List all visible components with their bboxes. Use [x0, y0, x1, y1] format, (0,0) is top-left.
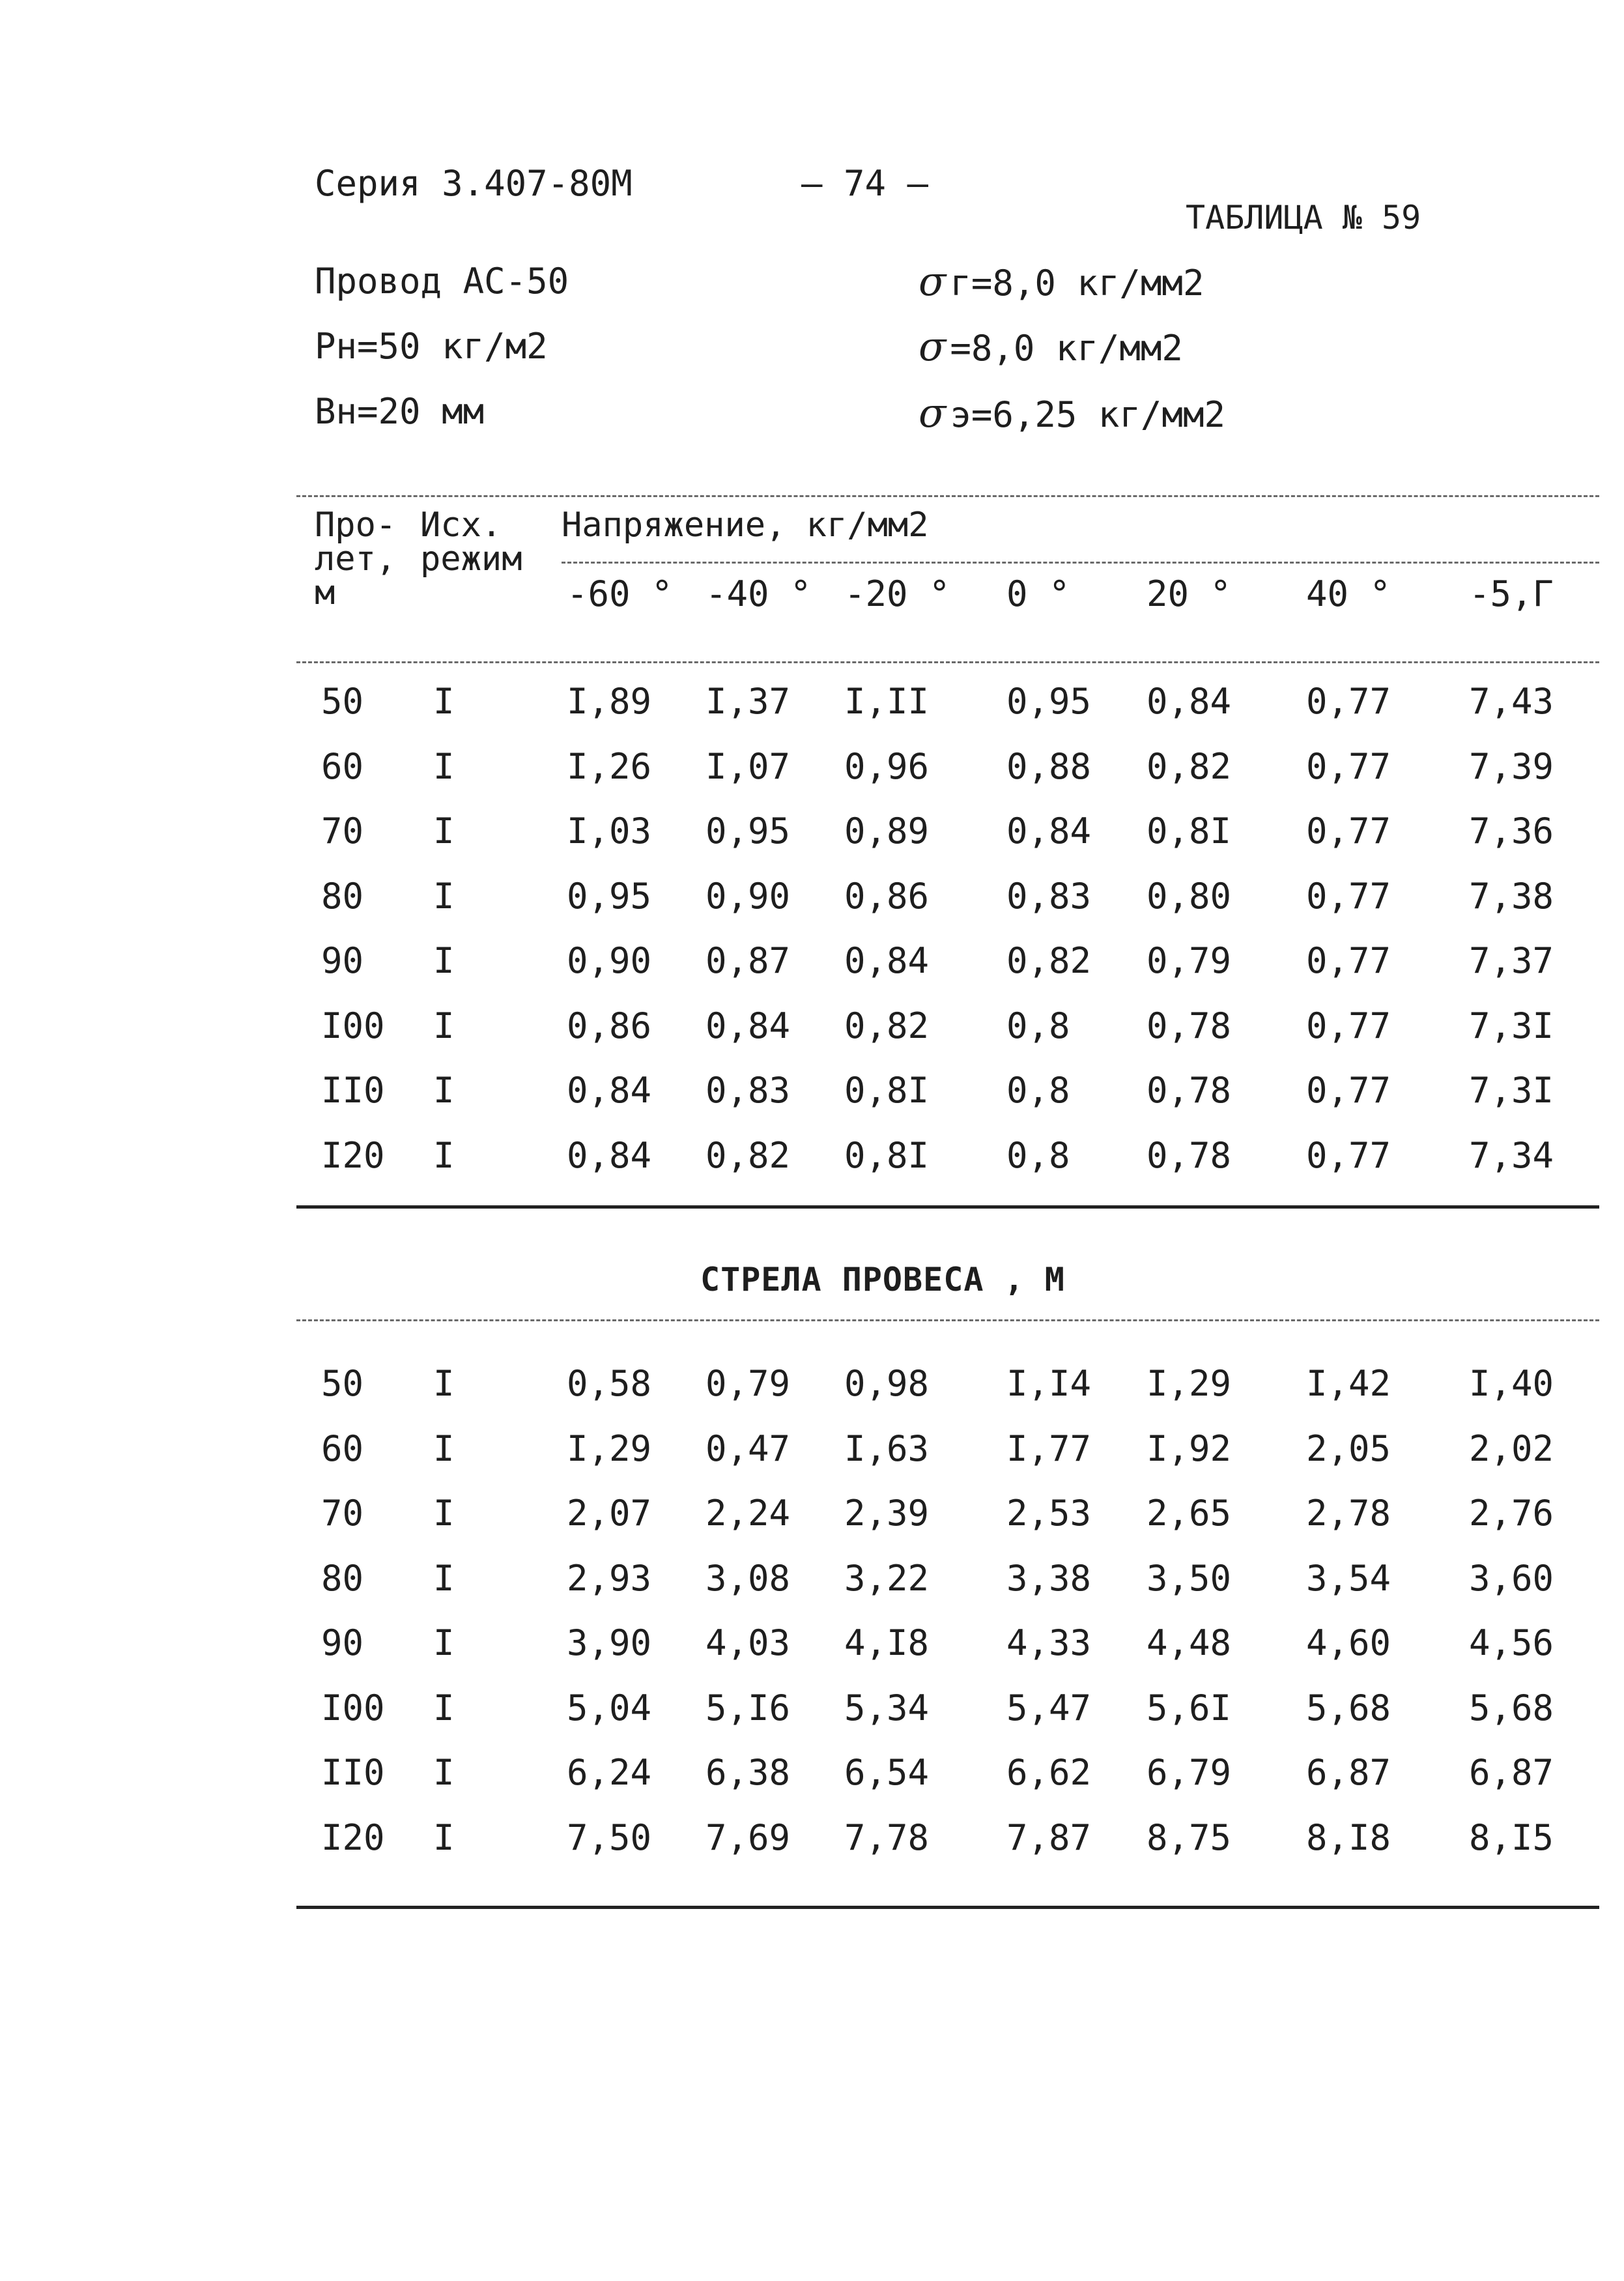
- sag-value-cell: 6,87: [1469, 1752, 1554, 1793]
- sag-value-cell: 7,69: [705, 1816, 791, 1858]
- sag-value-cell: 3,08: [705, 1557, 791, 1599]
- stress-value-cell: 0,82: [1006, 940, 1092, 981]
- stress-value-cell: 0,8I: [844, 1134, 930, 1176]
- mode-cell: I: [433, 940, 455, 981]
- stress-value-cell: 7,3I: [1469, 1070, 1554, 1111]
- mode-cell: I: [433, 1363, 455, 1404]
- span-cell: 80: [321, 875, 364, 917]
- sag-table-bottom-rule: [296, 1906, 1599, 1909]
- sag-value-cell: 3,54: [1306, 1557, 1391, 1599]
- sag-value-cell: 4,56: [1469, 1622, 1554, 1663]
- sigma-symbol-icon: σ: [919, 257, 947, 305]
- sag-value-cell: 3,60: [1469, 1557, 1554, 1599]
- temperature-column-header: -5,Г: [1469, 573, 1554, 614]
- sigma-minus-param: [919, 323, 1183, 370]
- stress-value-cell: 0,84: [844, 940, 930, 981]
- stress-value-cell: 0,95: [705, 811, 791, 852]
- stress-value-cell: 0,8: [1006, 1005, 1070, 1046]
- span-cell: 90: [321, 940, 364, 981]
- stress-value-cell: 0,77: [1306, 1005, 1391, 1046]
- stress-value-cell: 0,77: [1306, 1134, 1391, 1176]
- sag-value-cell: I,63: [844, 1427, 930, 1469]
- stress-value-cell: 0,77: [1306, 940, 1391, 981]
- sag-value-cell: I,29: [1147, 1363, 1232, 1404]
- sigma-minus-value: =8,0 кг/мм2: [950, 328, 1183, 369]
- stress-value-cell: I,89: [567, 681, 652, 722]
- temperature-column-header: 0 °: [1006, 573, 1070, 614]
- stress-value-cell: I,37: [705, 681, 791, 722]
- col-mode-line: режим: [420, 539, 522, 579]
- sag-value-cell: 2,05: [1306, 1427, 1391, 1469]
- sag-value-cell: 7,87: [1006, 1816, 1092, 1858]
- temperature-column-header: -60 °: [567, 573, 673, 614]
- stress-value-cell: 0,84: [1006, 811, 1092, 852]
- sag-value-cell: 8,I8: [1306, 1816, 1391, 1858]
- group-header-rule: [562, 562, 1599, 564]
- stress-value-cell: 0,8: [1006, 1134, 1070, 1176]
- page-number: – 74 –: [801, 163, 929, 204]
- stress-value-cell: 7,36: [1469, 811, 1554, 852]
- stress-value-cell: 0,83: [1006, 875, 1092, 917]
- stress-value-cell: 0,77: [1306, 745, 1391, 787]
- sigma-symbol-icon: σ: [919, 323, 947, 370]
- temperature-column-header: 20 °: [1147, 573, 1232, 614]
- stress-value-cell: 0,77: [1306, 811, 1391, 852]
- col-span-line: Про-: [315, 506, 397, 545]
- sag-value-cell: 5,04: [567, 1687, 652, 1729]
- stress-value-cell: I,26: [567, 745, 652, 787]
- sag-value-cell: I,77: [1006, 1427, 1092, 1469]
- temperature-column-header: -20 °: [844, 573, 950, 614]
- sag-value-cell: I,40: [1469, 1363, 1554, 1404]
- sag-value-cell: I,29: [567, 1427, 652, 1469]
- mode-cell: I: [433, 1557, 455, 1599]
- sag-table-top-rule: [296, 1319, 1599, 1321]
- sag-value-cell: 3,50: [1147, 1557, 1232, 1599]
- sag-value-cell: 2,78: [1306, 1493, 1391, 1534]
- sag-value-cell: 0,47: [705, 1427, 791, 1469]
- stress-value-cell: 7,39: [1469, 745, 1554, 787]
- col-span-header: [315, 508, 396, 610]
- sag-value-cell: 5,I6: [705, 1687, 791, 1729]
- sag-value-cell: 6,54: [844, 1752, 930, 1793]
- sag-value-cell: 5,68: [1469, 1687, 1554, 1729]
- span-cell: I20: [321, 1816, 385, 1858]
- span-cell: I00: [321, 1005, 385, 1046]
- stress-value-cell: 0,77: [1306, 681, 1391, 722]
- sigma-g-value: г=8,0 кг/мм2: [950, 263, 1204, 304]
- span-cell: 80: [321, 1557, 364, 1599]
- mode-cell: I: [433, 1134, 455, 1176]
- stress-value-cell: 7,3I: [1469, 1005, 1554, 1046]
- stress-value-cell: 0,84: [705, 1005, 791, 1046]
- sag-value-cell: I,I4: [1006, 1363, 1092, 1404]
- stress-value-cell: 0,78: [1147, 1134, 1232, 1176]
- mode-cell: I: [433, 1622, 455, 1663]
- span-cell: 60: [321, 1427, 364, 1469]
- sigma-symbol-icon: σ: [919, 389, 947, 437]
- stress-value-cell: 0,82: [705, 1134, 791, 1176]
- stress-table-bottom-rule: [296, 1205, 1599, 1209]
- stress-value-cell: 0,84: [567, 1070, 652, 1111]
- sag-value-cell: 0,79: [705, 1363, 791, 1404]
- stress-value-cell: 0,80: [1147, 875, 1232, 917]
- sag-value-cell: 2,24: [705, 1493, 791, 1534]
- stress-value-cell: 0,78: [1147, 1070, 1232, 1111]
- mode-cell: I: [433, 1687, 455, 1729]
- sigma-e-value: э=6,25 кг/мм2: [950, 394, 1225, 435]
- sag-value-cell: 4,I8: [844, 1622, 930, 1663]
- stress-value-cell: 0,90: [567, 940, 652, 981]
- col-mode-line: Исх.: [420, 506, 502, 545]
- sag-value-cell: 7,50: [567, 1816, 652, 1858]
- mode-cell: I: [433, 1816, 455, 1858]
- sag-value-cell: 2,07: [567, 1493, 652, 1534]
- span-cell: 50: [321, 681, 364, 722]
- stress-value-cell: I,07: [705, 745, 791, 787]
- sag-value-cell: 5,47: [1006, 1687, 1092, 1729]
- sigma-e-param: [919, 389, 1225, 437]
- table-top-rule: [296, 495, 1599, 497]
- sigma-g-param: [919, 257, 1204, 305]
- mode-cell: I: [433, 1427, 455, 1469]
- temperature-column-header: -40 °: [705, 573, 812, 614]
- sag-value-cell: 4,60: [1306, 1622, 1391, 1663]
- sag-value-cell: 2,76: [1469, 1493, 1554, 1534]
- col-span-line: лет,: [315, 539, 397, 579]
- stress-value-cell: 7,37: [1469, 940, 1554, 981]
- stress-value-cell: 0,82: [1147, 745, 1232, 787]
- stress-value-cell: 0,77: [1306, 875, 1391, 917]
- stress-value-cell: 0,84: [567, 1134, 652, 1176]
- sag-value-cell: 3,22: [844, 1557, 930, 1599]
- mode-cell: I: [433, 875, 455, 917]
- ice-label: Вн=20 мм: [315, 391, 485, 432]
- sag-value-cell: 5,68: [1306, 1687, 1391, 1729]
- stress-group-header: Напряжение, кг/мм2: [562, 506, 929, 545]
- mode-cell: I: [433, 1493, 455, 1534]
- sag-value-cell: 0,58: [567, 1363, 652, 1404]
- span-cell: I00: [321, 1687, 385, 1729]
- stress-value-cell: 0,90: [705, 875, 791, 917]
- sag-value-cell: 6,79: [1147, 1752, 1232, 1793]
- sag-value-cell: 6,62: [1006, 1752, 1092, 1793]
- sag-value-cell: 4,33: [1006, 1622, 1092, 1663]
- stress-value-cell: 0,8I: [1147, 811, 1232, 852]
- stress-value-cell: 0,88: [1006, 745, 1092, 787]
- stress-value-cell: 0,79: [1147, 940, 1232, 981]
- header-bottom-rule: [296, 661, 1599, 663]
- sag-value-cell: I,42: [1306, 1363, 1391, 1404]
- span-cell: II0: [321, 1752, 385, 1793]
- series-label: Серия 3.407-80М: [315, 163, 633, 204]
- stress-value-cell: 0,86: [567, 1005, 652, 1046]
- sag-value-cell: 6,24: [567, 1752, 652, 1793]
- conductor-label: Провод АС-50: [315, 261, 569, 302]
- mode-cell: I: [433, 681, 455, 722]
- span-cell: 70: [321, 1493, 364, 1534]
- span-cell: II0: [321, 1070, 385, 1111]
- col-mode-header: [420, 506, 522, 579]
- sag-value-cell: 7,78: [844, 1816, 930, 1858]
- span-cell: 50: [321, 1363, 364, 1404]
- mode-cell: I: [433, 1005, 455, 1046]
- stress-value-cell: 7,34: [1469, 1134, 1554, 1176]
- stress-value-cell: 7,43: [1469, 681, 1554, 722]
- stress-value-cell: 0,8: [1006, 1070, 1070, 1111]
- sag-value-cell: 5,6I: [1147, 1687, 1232, 1729]
- stress-value-cell: 0,84: [1147, 681, 1232, 722]
- stress-value-cell: 0,83: [705, 1070, 791, 1111]
- wind-load-label: Рн=50 кг/м2: [315, 326, 548, 367]
- sag-value-cell: I,92: [1147, 1427, 1232, 1469]
- sag-table-title: СТРЕЛА ПРОВЕСА , М: [700, 1261, 1065, 1298]
- col-span-line: м: [315, 573, 335, 612]
- sag-value-cell: 2,02: [1469, 1427, 1554, 1469]
- span-cell: 60: [321, 745, 364, 787]
- stress-value-cell: I,03: [567, 811, 652, 852]
- stress-value-cell: 0,8I: [844, 1070, 930, 1111]
- mode-cell: I: [433, 1752, 455, 1793]
- sag-value-cell: 5,34: [844, 1687, 930, 1729]
- sag-value-cell: 2,65: [1147, 1493, 1232, 1534]
- sag-value-cell: 2,93: [567, 1557, 652, 1599]
- stress-value-cell: 0,96: [844, 745, 930, 787]
- span-cell: I20: [321, 1134, 385, 1176]
- table-title: ТАБЛИЦА № 59: [1186, 199, 1421, 237]
- span-cell: 70: [321, 811, 364, 852]
- stress-value-cell: 0,95: [1006, 681, 1092, 722]
- stress-value-cell: I,II: [844, 681, 930, 722]
- stress-value-cell: 0,89: [844, 811, 930, 852]
- mode-cell: I: [433, 1070, 455, 1111]
- sag-value-cell: 3,90: [567, 1622, 652, 1663]
- sag-value-cell: 0,98: [844, 1363, 930, 1404]
- sag-value-cell: 3,38: [1006, 1557, 1092, 1599]
- sag-value-cell: 8,I5: [1469, 1816, 1554, 1858]
- mode-cell: I: [433, 811, 455, 852]
- stress-value-cell: 0,95: [567, 875, 652, 917]
- stress-value-cell: 0,82: [844, 1005, 930, 1046]
- sag-value-cell: 2,53: [1006, 1493, 1092, 1534]
- temperature-column-header: 40 °: [1306, 573, 1391, 614]
- stress-value-cell: 7,38: [1469, 875, 1554, 917]
- stress-value-cell: 0,78: [1147, 1005, 1232, 1046]
- sag-value-cell: 6,38: [705, 1752, 791, 1793]
- sag-value-cell: 2,39: [844, 1493, 930, 1534]
- sag-value-cell: 4,03: [705, 1622, 791, 1663]
- sag-value-cell: 8,75: [1147, 1816, 1232, 1858]
- span-cell: 90: [321, 1622, 364, 1663]
- mode-cell: I: [433, 745, 455, 787]
- sag-value-cell: 4,48: [1147, 1622, 1232, 1663]
- stress-value-cell: 0,77: [1306, 1070, 1391, 1111]
- stress-value-cell: 0,87: [705, 940, 791, 981]
- sag-value-cell: 6,87: [1306, 1752, 1391, 1793]
- stress-value-cell: 0,86: [844, 875, 930, 917]
